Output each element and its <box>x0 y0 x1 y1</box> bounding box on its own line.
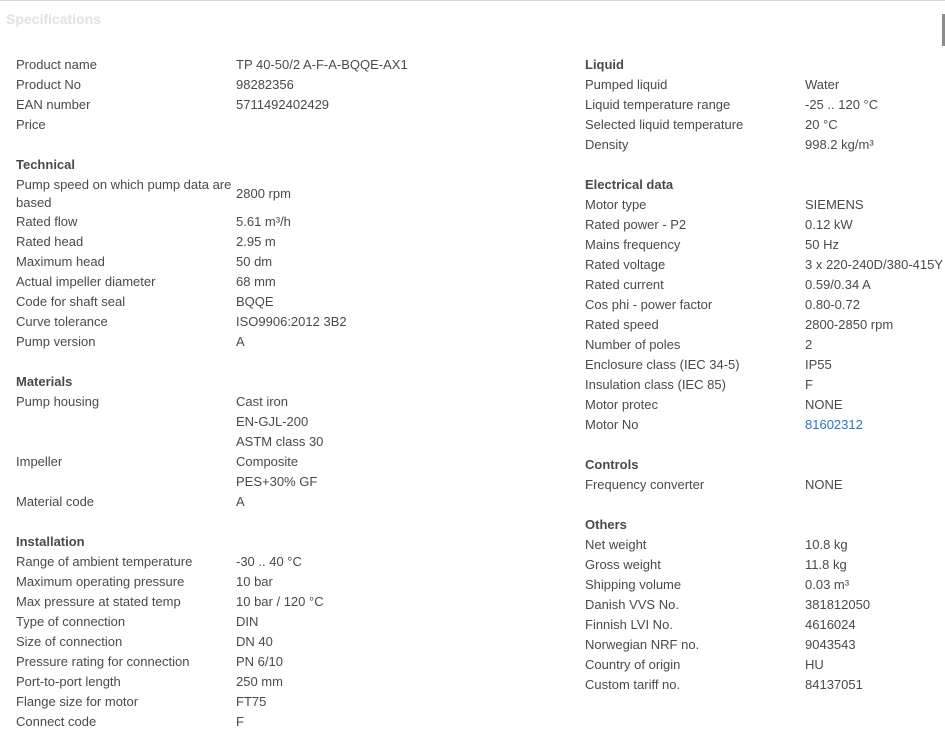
spec-values <box>236 175 576 212</box>
spec-value: 10 bar / 120 °C <box>236 594 324 609</box>
spec-value: 0.12 kW <box>805 217 853 232</box>
spec-value: -25 .. 120 °C <box>805 97 879 112</box>
spec-value: F <box>805 377 813 392</box>
spec-label: Rated speed <box>585 317 659 332</box>
spec-values <box>805 295 945 315</box>
spec-label: Insulation class (IEC 85) <box>585 377 726 392</box>
spec-values <box>805 355 945 375</box>
spec-values <box>805 135 945 155</box>
spec-value: DIN <box>236 614 259 629</box>
spec-row <box>585 375 945 395</box>
section-title: Controls <box>585 457 639 472</box>
spec-row <box>16 652 576 672</box>
spec-label: Curve tolerance <box>16 314 108 329</box>
spec-values <box>805 275 945 295</box>
spec-label: Danish VVS No. <box>585 597 679 612</box>
spec-row <box>16 312 576 332</box>
spec-row <box>16 572 576 592</box>
spec-label: Pump version <box>16 334 96 349</box>
spec-label: Pump speed on which pump data are based <box>16 177 232 210</box>
spec-row <box>585 75 945 95</box>
spec-values <box>805 335 945 355</box>
spec-row <box>585 615 945 635</box>
spec-value: 3 x 220-240D/380-415Y <box>805 257 944 272</box>
spec-label: Rated voltage <box>585 257 666 272</box>
spec-row <box>16 252 576 272</box>
spec-row <box>16 392 576 452</box>
spec-label: Liquid temperature range <box>585 97 731 112</box>
spec-value: SIEMENS <box>805 197 864 212</box>
spec-value: ASTM class 30 <box>236 434 324 449</box>
spec-row <box>16 75 576 95</box>
spec-values <box>236 75 576 95</box>
spec-value: FT75 <box>236 694 267 709</box>
spec-values <box>805 215 945 235</box>
spec-value: 381812050 <box>805 597 871 612</box>
spec-values <box>236 115 576 135</box>
spec-values <box>236 452 576 492</box>
spec-section-others <box>585 515 945 695</box>
spec-value: 5.61 m³/h <box>236 214 291 229</box>
spec-value: 0.59/0.34 A <box>805 277 871 292</box>
spec-row <box>585 675 945 695</box>
spec-values <box>805 315 945 335</box>
spec-label: Code for shaft seal <box>16 294 126 309</box>
spec-values <box>805 255 945 275</box>
spec-label: Density <box>585 137 629 152</box>
spec-row <box>16 452 576 492</box>
spec-row <box>16 292 576 312</box>
spec-values <box>236 252 576 272</box>
spec-row <box>585 315 945 335</box>
spec-values <box>236 332 576 352</box>
spec-value: IP55 <box>805 357 832 372</box>
spec-value: 2800 rpm <box>236 185 291 201</box>
spec-values <box>236 692 576 712</box>
spec-value: NONE <box>805 477 843 492</box>
spec-values <box>236 592 576 612</box>
spec-label: Actual impeller diameter <box>16 274 156 289</box>
spec-values <box>236 672 576 692</box>
spec-row <box>585 535 945 555</box>
spec-label: Rated flow <box>16 214 78 229</box>
spec-value: TP 40-50/2 A-F-A-BQQE-AX1 <box>236 57 408 72</box>
spec-label: Product name <box>16 57 97 72</box>
spec-value: HU <box>805 657 824 672</box>
spec-row <box>585 335 945 355</box>
section-title: Electrical data <box>585 177 674 192</box>
spec-label: Range of ambient temperature <box>16 554 193 569</box>
spec-row <box>585 95 945 115</box>
spec-values <box>805 475 945 495</box>
spec-values <box>236 492 576 512</box>
spec-values <box>805 235 945 255</box>
spec-values <box>236 212 576 232</box>
spec-value: 998.2 kg/m³ <box>805 137 874 152</box>
spec-label: Max pressure at stated temp <box>16 594 181 609</box>
spec-value: 11.8 kg <box>805 557 847 572</box>
spec-values <box>236 392 576 452</box>
spec-label: Price <box>16 117 46 132</box>
spec-value: F <box>236 714 244 729</box>
spec-values <box>805 535 945 555</box>
spec-row <box>585 395 945 415</box>
spec-row <box>16 332 576 352</box>
spec-row <box>585 295 945 315</box>
spec-label: Frequency converter <box>585 477 705 492</box>
spec-values <box>236 312 576 332</box>
spec-value: 0.03 m³ <box>805 577 850 592</box>
spec-label: Type of connection <box>16 614 126 629</box>
spec-label: Rated current <box>585 277 664 292</box>
top-divider <box>0 0 945 1</box>
spec-section-materials <box>16 372 576 512</box>
spec-values <box>805 95 945 115</box>
spec-value: 50 Hz <box>805 237 839 252</box>
specs-right-column <box>585 55 945 715</box>
spec-row <box>16 55 576 75</box>
spec-value: A <box>236 334 245 349</box>
spec-label: Norwegian NRF no. <box>585 637 700 652</box>
spec-label: Number of poles <box>585 337 681 352</box>
spec-label: Flange size for motor <box>16 694 139 709</box>
section-title: Others <box>585 517 627 532</box>
spec-label: Maximum head <box>16 254 105 269</box>
spec-values <box>236 652 576 672</box>
section-title: Liquid <box>585 57 624 72</box>
section-title: Technical <box>16 157 76 172</box>
spec-label: Selected liquid temperature <box>585 117 744 132</box>
spec-value: Cast iron <box>236 394 289 409</box>
section-title: Installation <box>16 534 85 549</box>
spec-row <box>585 635 945 655</box>
spec-value: Water <box>805 77 840 92</box>
spec-values <box>805 595 945 615</box>
spec-row <box>585 355 945 375</box>
spec-row <box>585 255 945 275</box>
spec-row <box>585 195 945 215</box>
spec-value: 68 mm <box>236 274 276 289</box>
spec-values <box>236 95 576 115</box>
page-title: Specifications <box>6 11 101 27</box>
spec-values <box>236 552 576 572</box>
spec-value: 50 dm <box>236 254 273 269</box>
spec-value: BQQE <box>236 294 274 309</box>
spec-value: PN 6/10 <box>236 654 283 669</box>
spec-label: Country of origin <box>585 657 681 672</box>
spec-values <box>805 655 945 675</box>
spec-label: Size of connection <box>16 634 123 649</box>
spec-row <box>585 115 945 135</box>
spec-row <box>16 492 576 512</box>
spec-values <box>236 712 576 732</box>
spec-label: Custom tariff no. <box>585 677 681 692</box>
spec-row <box>585 655 945 675</box>
spec-value: 10.8 kg <box>805 537 848 552</box>
spec-value: 20 °C <box>805 117 838 132</box>
spec-values <box>805 555 945 575</box>
spec-label: Material code <box>16 494 95 509</box>
spec-row <box>585 275 945 295</box>
spec-label: Net weight <box>585 537 647 552</box>
spec-value: 2.95 m <box>236 234 276 249</box>
spec-row <box>585 135 945 155</box>
spec-value: A <box>236 494 245 509</box>
spec-label: Rated head <box>16 234 84 249</box>
spec-value: PES+30% GF <box>236 474 318 489</box>
spec-values <box>805 615 945 635</box>
spec-row <box>585 415 945 435</box>
spec-value: Composite <box>236 454 299 469</box>
spec-values <box>236 272 576 292</box>
spec-section-liquid <box>585 55 945 155</box>
spec-row <box>16 115 576 135</box>
spec-values <box>805 115 945 135</box>
spec-value: 4616024 <box>805 617 856 632</box>
spec-label: Motor No <box>585 417 639 432</box>
spec-label: Mains frequency <box>585 237 681 252</box>
spec-row <box>16 632 576 652</box>
specs-left-column <box>16 55 576 752</box>
spec-row <box>585 215 945 235</box>
spec-label: EAN number <box>16 97 91 112</box>
spec-row <box>585 595 945 615</box>
spec-row <box>585 235 945 255</box>
spec-values <box>236 572 576 592</box>
motor-no-link[interactable]: 81602312 <box>805 417 863 432</box>
spec-values <box>236 55 576 75</box>
spec-value: 10 bar <box>236 574 273 589</box>
spec-label: Pumped liquid <box>585 77 668 92</box>
spec-label: Motor protec <box>585 397 658 412</box>
spec-value: 2 <box>805 337 813 352</box>
spec-row <box>16 592 576 612</box>
spec-row <box>16 712 576 732</box>
spec-values <box>236 232 576 252</box>
spec-value: 0.80-0.72 <box>805 297 860 312</box>
section-title: Materials <box>16 374 73 389</box>
spec-values <box>805 635 945 655</box>
spec-row <box>16 212 576 232</box>
spec-label: Cos phi - power factor <box>585 297 713 312</box>
spec-label: Motor type <box>585 197 647 212</box>
spec-value: 9043543 <box>805 637 856 652</box>
spec-value: 5711492402429 <box>236 97 330 112</box>
spec-values <box>805 575 945 595</box>
spec-value: EN-GJL-200 <box>236 414 309 429</box>
spec-value: 98282356 <box>236 77 294 92</box>
spec-label: Maximum operating pressure <box>16 574 185 589</box>
spec-row <box>585 555 945 575</box>
spec-value: 2800-2850 rpm <box>805 317 894 332</box>
spec-values <box>805 395 945 415</box>
spec-label: Enclosure class (IEC 34-5) <box>585 357 740 372</box>
spec-value: -30 .. 40 °C <box>236 554 302 569</box>
spec-label: Product No <box>16 77 82 92</box>
spec-row <box>16 175 576 212</box>
spec-section-general <box>16 55 576 135</box>
spec-row <box>16 272 576 292</box>
spec-value: DN 40 <box>236 634 273 649</box>
spec-label: Gross weight <box>585 557 661 572</box>
spec-row <box>16 692 576 712</box>
spec-label: Shipping volume <box>585 577 682 592</box>
spec-value: 84137051 <box>805 677 863 692</box>
spec-row <box>16 232 576 252</box>
spec-values <box>236 292 576 312</box>
spec-label: Impeller <box>16 454 63 469</box>
spec-value: ISO9906:2012 3B2 <box>236 314 347 329</box>
spec-section-electrical-data <box>585 175 945 435</box>
spec-values <box>805 375 945 395</box>
spec-label: Port-to-port length <box>16 674 121 689</box>
spec-label: Pressure rating for connection <box>16 654 190 669</box>
spec-values <box>805 675 945 695</box>
spec-section-technical <box>16 155 576 352</box>
spec-values <box>805 415 945 435</box>
spec-section-controls <box>585 455 945 495</box>
spec-values <box>805 75 945 95</box>
spec-row <box>585 575 945 595</box>
spec-values <box>236 632 576 652</box>
spec-value: 250 mm <box>236 674 283 689</box>
spec-label: Rated power - P2 <box>585 217 687 232</box>
spec-values <box>236 612 576 632</box>
spec-row <box>16 612 576 632</box>
spec-values <box>805 195 945 215</box>
spec-row <box>16 95 576 115</box>
spec-value: NONE <box>805 397 843 412</box>
spec-label: Connect code <box>16 714 97 729</box>
spec-section-installation <box>16 532 576 732</box>
spec-row <box>16 672 576 692</box>
spec-label: Finnish LVI No. <box>585 617 673 632</box>
spec-label: Pump housing <box>16 394 100 409</box>
spec-row <box>585 475 945 495</box>
spec-row <box>16 552 576 572</box>
